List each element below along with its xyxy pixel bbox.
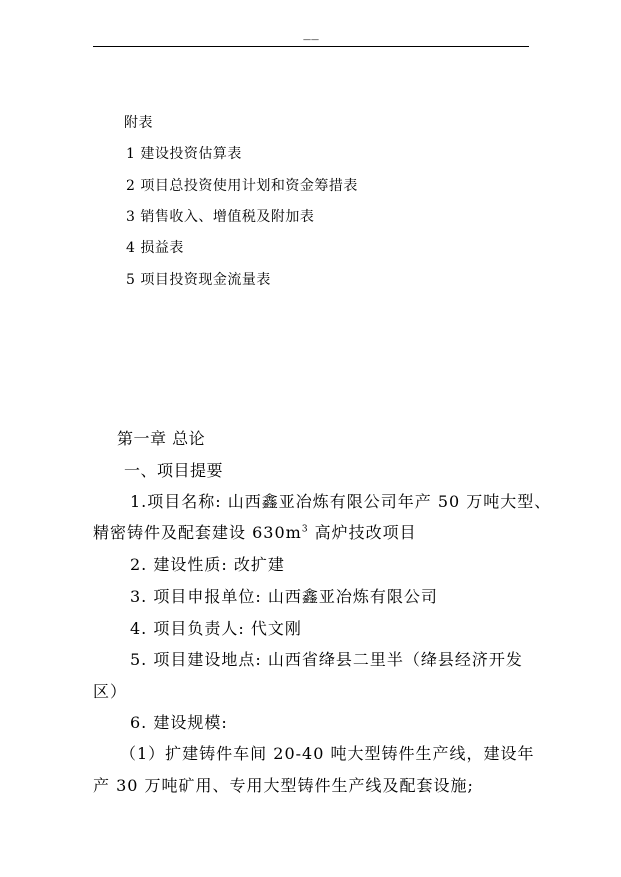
project-name-line-2: 精密铸件及配套建设 $630m^3$ 高炉技改项目 — [93, 523, 417, 542]
scale-item-1-line-1: （1）扩建铸件车间 20-40 吨大型铸件生产线，建设年 — [120, 744, 535, 763]
project-location-line-1: 5. 项目建设地点: 山西省绛县二里半（绛县经济开发 — [130, 650, 523, 669]
appendix-item-4: 4 损益表 — [126, 240, 184, 256]
project-leader: 4. 项目负责人: 代文刚 — [130, 619, 302, 638]
scale-item-1-line-2: 产 30 万吨矿用、专用大型铸件生产线及配套设施; — [93, 776, 474, 795]
appendix-item-5: 5 项目投资现金流量表 — [126, 272, 271, 288]
chapter-title: 第一章 总论 — [117, 429, 206, 448]
appendix-title: 附表 — [124, 115, 153, 131]
appendix-item-2: 2 项目总投资使用计划和资金筹措表 — [126, 178, 358, 194]
construction-scale: 6. 建设规模: — [130, 713, 228, 732]
section-title: 一、项目提要 — [124, 461, 224, 480]
project-location-line-2: 区） — [93, 682, 128, 701]
construction-nature: 2. 建设性质: 改扩建 — [130, 555, 285, 574]
header-rule — [93, 46, 529, 47]
applicant-unit: 3. 项目申报单位: 山西鑫亚冶炼有限公司 — [130, 587, 438, 606]
appendix-item-3: 3 销售收入、增值税及附加表 — [126, 209, 315, 225]
header-mark: —— — [303, 35, 319, 44]
project-name-line-1: 1.项目名称: 山西鑫亚冶炼有限公司年产 50 万吨大型、 — [130, 492, 552, 511]
appendix-item-1: 1 建设投资估算表 — [126, 146, 242, 162]
